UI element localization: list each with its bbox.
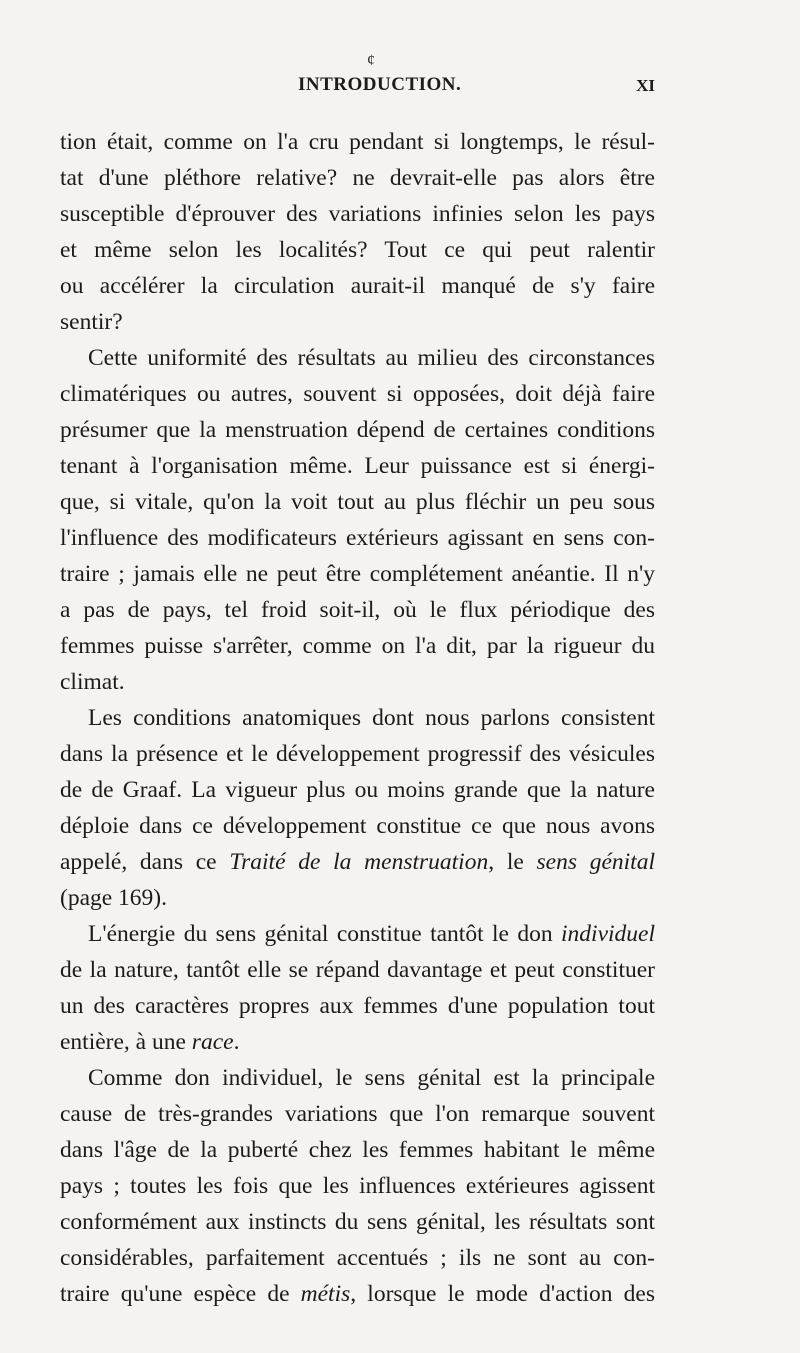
text-line: de la nature, tantôt elle se répand davantage et peut constituer	[60, 957, 655, 983]
text-line: déploie dans ce développement constitue ce que nous avons	[60, 813, 655, 839]
text-line: considérables, parfaitement accentués ; ils ne sont au con-	[60, 1245, 655, 1271]
text-line: traire qu'une espèce de métis, lorsque le mode d'action des	[60, 1281, 655, 1307]
text-line: dans la présence et le développement progressif des vésicules	[60, 741, 655, 767]
text-line: conformément aux instincts du sens génital, les résultats sont	[60, 1209, 655, 1235]
text-line: Cette uniformité des résultats au milieu des circonstances	[88, 345, 655, 371]
text-line: sentir?	[60, 309, 123, 335]
text-line: tat d'une pléthore relative? ne devrait-elle pas alors être	[60, 165, 655, 191]
italic-term: sens génital	[536, 849, 655, 875]
text-line: Les conditions anatomiques dont nous parlons consistent	[88, 705, 655, 731]
italic-term: métis	[300, 1281, 351, 1307]
italic-title: Traité de la menstruation	[229, 849, 489, 875]
text-line: (page 169).	[60, 885, 168, 911]
text-line: un des caractères propres aux femmes d'une population tout	[60, 993, 655, 1019]
text-line: climatériques ou autres, souvent si opposées, doit déjà faire	[60, 381, 655, 407]
text-line: femmes puisse s'arrêter, comme on l'a dit, par la rigueur du	[60, 633, 655, 659]
text-line: présumer que la menstruation dépend de certaines conditions	[60, 417, 655, 443]
text-line: ou accélérer la circulation aurait-il manqué de s'y faire	[60, 273, 655, 299]
text-line: climat.	[60, 669, 125, 695]
italic-term: race	[191, 1029, 234, 1055]
text-line: pays ; toutes les fois que les influences extérieures agissent	[60, 1173, 655, 1199]
italic-term: individuel	[561, 921, 655, 947]
text-line: a pas de pays, tel froid soit-il, où le flux périodique des	[60, 597, 655, 623]
header-title: INTRODUCTION.	[298, 74, 462, 95]
text-line: tenant à l'organisation même. Leur puissance est si énergi-	[60, 453, 655, 479]
text-line: appelé, dans ce Traité de la menstruation, le sens génital	[60, 849, 655, 875]
text-line: traire ; jamais elle ne peut être complétement anéantie. Il n'y	[60, 561, 655, 587]
text-line: l'influence des modificateurs extérieurs agissant en sens con-	[60, 525, 655, 551]
text-line: de de Graaf. La vigueur plus ou moins grande que la nature	[60, 777, 655, 803]
text-line: Comme don individuel, le sens génital est la principale	[88, 1065, 655, 1091]
ink-mark: ¢	[367, 52, 375, 69]
text-line: entière, à une race.	[60, 1029, 240, 1055]
page-number: XI	[636, 76, 655, 95]
body-text	[60, 124, 655, 1312]
text-line: susceptible d'éprouver des variations infinies selon les pays	[60, 201, 655, 227]
text-line: que, si vitale, qu'on la voit tout au plus fléchir un peu sous	[60, 489, 655, 515]
text-line: L'énergie du sens génital constitue tantôt le don individuel	[88, 921, 655, 947]
text-line: cause de très-grandes variations que l'on remarque souvent	[60, 1101, 655, 1127]
text-line: et même selon les localités? Tout ce qui peut ralentir	[60, 237, 655, 263]
text-line: tion était, comme on l'a cru pendant si longtemps, le résul-	[60, 129, 655, 155]
running-header	[60, 70, 655, 100]
text-line: dans l'âge de la puberté chez les femmes habitant le même	[60, 1137, 655, 1163]
